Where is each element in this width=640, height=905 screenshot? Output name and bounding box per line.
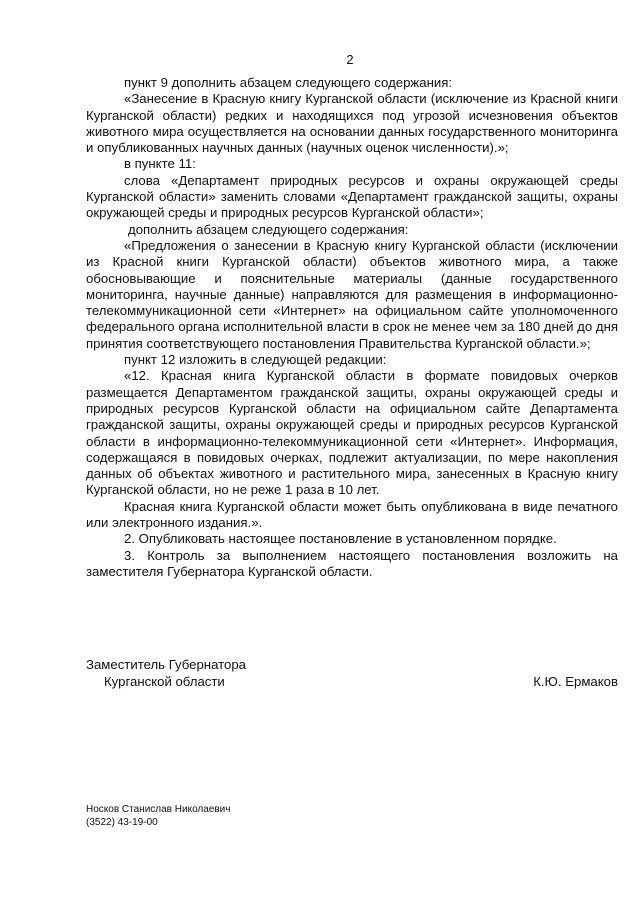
executor-block [86,803,230,829]
paragraph-publish: 2. Опубликовать настоящее постановление в установленном порядке. [124,531,557,547]
executor-name: Носков Станислав Николаевич [86,804,231,815]
signer-position-line1: Заместитель Губернатора [86,657,247,672]
paragraph-item-12-intro: пункт 12 изложить в следующей редакции: [124,352,387,368]
paragraph-item-11-add-text: «Предложения о занесении в Красную книгу Курганской области (исключении из Красной книги Курганской области) объектов животного мира, а также обосновывающие и пояснительные материалы (данные государственного мониторинга, научные данные) направляются для размещения в информационно-телекоммуникационной сети «Интернет» на официальном сайте уполномоченного федерального органа исполнительной власти в срок не менее чем за 180 дней до дня принятия соответствующего постановления Правительства Курганской области.»; [86,237,618,351]
signature-block [86,656,618,690]
paragraph-item-9-text: «Занесение в Красную книгу Курганской области (исключение из Красной книги Курганской области) редких и находящихся под угрозой исчезновения объектов животного мира осуществляется на основании данных государственного мониторинга и опубликованных научных данных (научных оценок численности).»; [86,91,618,156]
paragraph-item-12-publication: Красная книга Курганской области может быть опубликована в виде печатного или электронного издания.». [86,498,618,531]
signer-position-line2: Курганской области [104,674,225,689]
paragraph-item-12-text: «12. Красная книга Курганской области в формате повидовых очерков размещается Департаментом гражданской защиты, охраны окружающей среды и природных ресурсов Курганской области на официальном сайте Департамента гражданской защиты, охраны окружающей среды и природных ресурсов Курганской области в информационно-телекоммуникационной сети «Интернет». Информация, содержащаяся в повидовых очерках, подлежит актуализации, по мере накопления данных об объектах животного и растительного мира, занесенных в Красную книгу Курганской области, но не реже 1 раза в 10 лет. [86,368,618,498]
document-body [86,75,618,580]
page-number: 2 [346,52,354,67]
paragraph-item-11-add-intro: дополнить абзацем следующего содержания: [128,221,409,237]
paragraph-item-9-intro: пункт 9 дополнить абзацем следующего содержания: [124,75,453,90]
signer-name: К.Ю. Ермаков [533,674,618,689]
executor-phone: (3522) 43-19-00 [86,817,158,828]
paragraph-item-11-replace: слова «Департамент природных ресурсов и охраны окружающей среды Курганской области» заменить словами «Департамент гражданской защиты, охраны окружающей среды и природных ресурсов Курганской области»; [86,172,618,221]
paragraph-item-11-intro: в пункте 11: [124,156,196,172]
paragraph-control: 3. Контроль за выполнением настоящего постановления возложить на заместителя Губернатора Курганской области. [86,547,618,579]
